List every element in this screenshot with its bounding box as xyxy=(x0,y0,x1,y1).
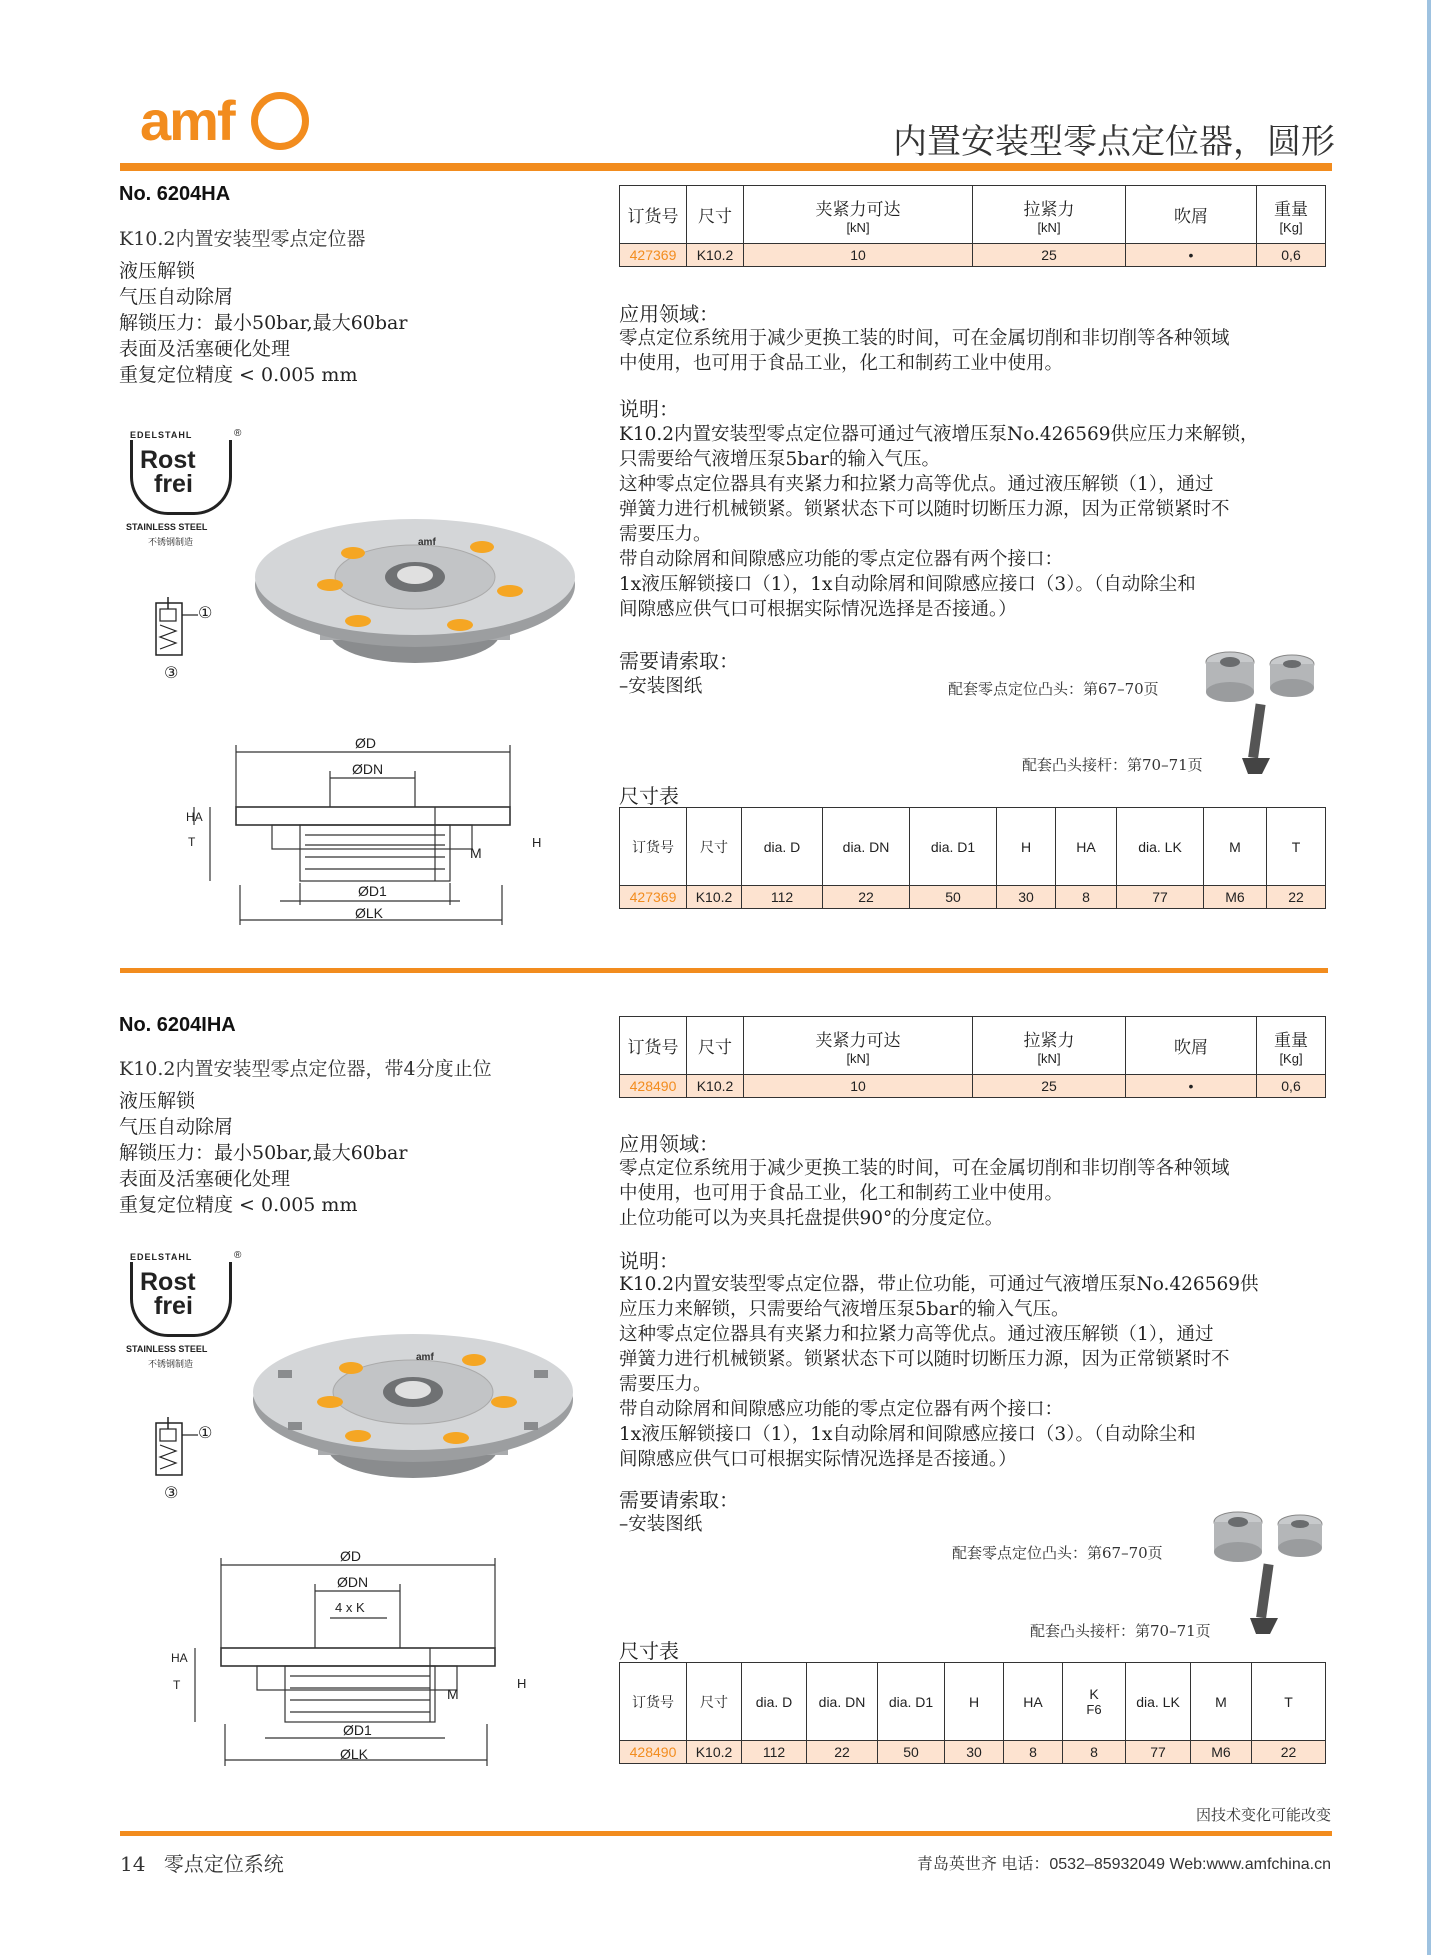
table-cell: 22 xyxy=(807,1741,878,1764)
table-cell: 77 xyxy=(1117,886,1204,909)
section-heading: 尺寸表 xyxy=(619,784,679,808)
dim-label-m: M xyxy=(470,845,482,861)
dim-label-k: 4 x K xyxy=(335,1600,365,1615)
badge-reg: ® xyxy=(234,1250,242,1261)
port-1-label: ① xyxy=(198,1425,213,1442)
description-text: K10.2内置安装型零点定位器，带止位功能，可通过气液增压泵No.426569供 应压力来解锁，只需要给气液增压泵5bar的输入气压。 这种零点定位器具有夹紧力和拉紧力高等优点。通过液压解锁（1），通过 弹簧力进行机械锁紧。锁紧状态下可以随时切断压力源，因为正常锁紧时不 需要压力。 带自动除屑和间隙感应功能的零点定位器有两个接口： 1x液压解锁接口（1），1x自动除屑和间隙感应接口（3）。（自动除尘和 间隙感应供气口可根据实际情况选择是否接通。） xyxy=(619,1274,1259,1470)
dim-label-dn: ØDN xyxy=(352,761,384,777)
feature-item: 解锁压力：最小50bar,最大60bar xyxy=(119,312,408,334)
table-cell: M6 xyxy=(1191,1741,1252,1764)
accessory-image xyxy=(1200,640,1330,780)
dim-label-dn: ØDN xyxy=(337,1574,369,1590)
dimension-table xyxy=(619,1662,1326,1764)
dim-header: M xyxy=(1191,1663,1252,1741)
footer-contact: 青岛英世齐 电话：0532–85932049 Web:www.amfchina.cn xyxy=(916,1856,1331,1873)
badge-word: Rost xyxy=(140,1268,196,1296)
badge-top-text: EDELSTAHL xyxy=(130,430,193,440)
accessory-image xyxy=(1208,1500,1338,1640)
feature-item: 解锁压力：最小50bar,最大60bar xyxy=(119,1142,408,1164)
dim-header: H xyxy=(945,1663,1004,1741)
clamping-stud-icon xyxy=(1208,1500,1338,1640)
dim-label-t: T xyxy=(188,835,196,849)
dim-header: dia. LK xyxy=(1117,808,1204,886)
table-cell: 22 xyxy=(1252,1741,1326,1764)
feature-item: 重复定位精度 < 0.005 mm xyxy=(119,364,358,386)
spec-header: 夹紧力可达 [kN] xyxy=(744,1017,973,1075)
table-cell: 30 xyxy=(945,1741,1004,1764)
table-cell: 0,6 xyxy=(1257,1075,1326,1098)
table-cell: 10 xyxy=(744,244,973,267)
badge-line: 不锈钢制造 xyxy=(148,537,194,547)
section-heading: 需要请索取： xyxy=(619,649,739,673)
feature-item: 表面及活塞硬化处理 xyxy=(119,1168,291,1190)
hydraulic-symbol xyxy=(152,1415,222,1507)
dim-header: M xyxy=(1204,808,1267,886)
badge-reg: ® xyxy=(234,428,242,439)
page-edge xyxy=(1427,0,1431,1955)
accessory-note: 配套凸头接杆：第70–71页 xyxy=(1022,756,1203,774)
accessory-note: 配套零点定位凸头：第67–70页 xyxy=(952,1544,1163,1562)
feature-item: 液压解锁 xyxy=(119,1090,196,1112)
technical-drawing xyxy=(180,735,560,935)
zero-point-clamp-image xyxy=(248,1330,578,1510)
spec-header: 尺寸 xyxy=(687,1017,744,1075)
accessory-note: 配套凸头接杆：第70–71页 xyxy=(1030,1622,1211,1640)
clamping-stud-icon xyxy=(1200,640,1330,780)
badge-top-text: EDELSTAHL xyxy=(130,1252,193,1262)
footer-page-info xyxy=(120,1848,284,1877)
spec-header: 吹屑 xyxy=(1126,186,1257,244)
product-photo xyxy=(250,515,580,695)
dim-label-lk: ØLK xyxy=(355,905,384,921)
table-cell: 22 xyxy=(1267,886,1326,909)
rostfrei-badge xyxy=(122,1252,242,1376)
feature-item: 气压自动除屑 xyxy=(119,286,234,308)
hydraulic-symbol xyxy=(152,595,222,687)
dim-header: dia. D1 xyxy=(878,1663,945,1741)
port-1-label: ① xyxy=(198,605,213,622)
dim-header: K F6 xyxy=(1063,1663,1126,1741)
dim-header: T xyxy=(1267,808,1326,886)
spec-header: 重量 [Kg] xyxy=(1257,1017,1326,1075)
spec-header: 夹紧力可达 [kN] xyxy=(744,186,973,244)
feature-list xyxy=(119,1088,407,1218)
product-subtitle: K10.2内置安装型零点定位器 xyxy=(119,228,366,250)
footer-note: 因技术变化可能改变 xyxy=(1195,1806,1331,1824)
feature-item: 重复定位精度 < 0.005 mm xyxy=(119,1194,358,1216)
page-number: 14 xyxy=(120,1852,146,1876)
dim-label-ha: HA xyxy=(171,1651,188,1665)
dim-label-d1: ØD1 xyxy=(358,883,387,899)
feature-item: 表面及活塞硬化处理 xyxy=(119,338,291,360)
badge-line: STAINLESS STEEL xyxy=(126,522,208,532)
dim-header: 尺寸 xyxy=(687,1663,742,1741)
order-number-link[interactable]: 428490 xyxy=(620,1075,687,1098)
table-cell: 112 xyxy=(742,1741,807,1764)
dim-header: dia. DN xyxy=(807,1663,878,1741)
badge-word: frei xyxy=(154,470,193,498)
order-number-link[interactable]: 428490 xyxy=(620,1741,687,1764)
dim-header: HA xyxy=(1056,808,1117,886)
table-cell: • xyxy=(1126,244,1257,267)
dim-label-d: ØD xyxy=(355,735,376,751)
table-row xyxy=(620,244,1326,267)
dim-header: H xyxy=(997,808,1056,886)
dim-header: dia. D xyxy=(742,1663,807,1741)
section-heading: 需要请索取： xyxy=(619,1488,739,1512)
badge-line: STAINLESS STEEL xyxy=(126,1344,208,1354)
spec-header: 拉紧力 [kN] xyxy=(973,1017,1126,1075)
dim-label-d1: ØD1 xyxy=(343,1722,372,1738)
spec-header: 尺寸 xyxy=(687,186,744,244)
section-heading: 应用领域： xyxy=(619,1132,719,1156)
table-cell: 8 xyxy=(1004,1741,1063,1764)
order-number-link[interactable]: 427369 xyxy=(620,244,687,267)
table-cell: 50 xyxy=(878,1741,945,1764)
table-cell: 8 xyxy=(1056,886,1117,909)
section-divider xyxy=(120,968,1328,973)
section-heading: 说明： xyxy=(619,1249,679,1273)
description-text: K10.2内置安装型零点定位器可通过气液增压泵No.426569供应压力来解锁， 只需要给气液增压泵5bar的输入气压。 这种零点定位器具有夹紧力和拉紧力高等优点。通过液压解锁（1），通过 弹簧力进行机械锁紧。锁紧状态下可以随时切断压力源，因为正常锁紧时不 需要压力。 带自动除屑和间隙感应功能的零点定位器有两个接口： 1x液压解锁接口（1），1x自动除屑和间隙感应接口（3）。（自动除尘和 间隙感应供气口可根据实际情况选择是否接通。） xyxy=(619,424,1259,620)
request-item: –安装图纸 xyxy=(619,1514,703,1535)
spec-header: 吹屑 xyxy=(1126,1017,1257,1075)
section-name: 零点定位系统 xyxy=(163,1852,284,1876)
dim-header: dia. DN xyxy=(823,808,910,886)
dim-header: dia. LK xyxy=(1126,1663,1191,1741)
dimension-table xyxy=(619,807,1326,909)
dim-header: HA xyxy=(1004,1663,1063,1741)
dim-label-m: M xyxy=(447,1686,459,1702)
table-cell: 50 xyxy=(910,886,997,909)
table-cell: 0,6 xyxy=(1257,244,1326,267)
feature-list xyxy=(119,258,407,388)
technical-drawing xyxy=(165,1548,545,1773)
badge-word: frei xyxy=(154,1292,193,1320)
dim-header: 订货号 xyxy=(620,1663,687,1741)
table-cell: 10 xyxy=(744,1075,973,1098)
table-cell: 77 xyxy=(1126,1741,1191,1764)
spec-header: 重量 [Kg] xyxy=(1257,186,1326,244)
table-cell: • xyxy=(1126,1075,1257,1098)
badge-line: 不锈钢制造 xyxy=(148,1359,194,1369)
photo-brand: amf xyxy=(416,1352,434,1363)
product-number: No. 6204HA xyxy=(119,183,231,205)
feature-item: 气压自动除屑 xyxy=(119,1116,234,1138)
table-row xyxy=(620,1075,1326,1098)
accessory-note: 配套零点定位凸头：第67–70页 xyxy=(948,680,1159,698)
page-title: 内置安装型零点定位器，圆形 xyxy=(893,122,1335,162)
amf-logo: amf xyxy=(140,88,309,154)
port-3-label: ③ xyxy=(164,1485,179,1502)
table-cell: 30 xyxy=(997,886,1056,909)
dim-label-h: H xyxy=(517,1676,527,1691)
table-cell: 112 xyxy=(742,886,823,909)
port-3-label: ③ xyxy=(164,665,179,682)
table-cell: K10.2 xyxy=(687,886,742,909)
dim-header: 订货号 xyxy=(620,808,687,886)
table-cell: 25 xyxy=(973,1075,1126,1098)
section-heading: 说明： xyxy=(619,397,679,421)
spec-header: 拉紧力 [kN] xyxy=(973,186,1126,244)
badge-word: Rost xyxy=(140,446,196,474)
dim-label-d: ØD xyxy=(340,1548,361,1564)
feature-item: 液压解锁 xyxy=(119,260,196,282)
table-cell: M6 xyxy=(1204,886,1267,909)
header-rule xyxy=(120,163,1332,171)
product-number: No. 6204IHA xyxy=(119,1014,236,1036)
product-subtitle: K10.2内置安装型零点定位器，带4分度止位 xyxy=(119,1058,492,1080)
rostfrei-badge xyxy=(122,430,242,554)
dim-label-h: H xyxy=(532,835,542,850)
zero-point-clamp-image xyxy=(250,515,580,695)
dim-label-t: T xyxy=(173,1678,181,1692)
table-cell: 22 xyxy=(823,886,910,909)
table-cell: K10.2 xyxy=(687,1075,744,1098)
section-heading: 尺寸表 xyxy=(619,1639,679,1663)
product-photo xyxy=(248,1330,578,1510)
spec-header: 订货号 xyxy=(620,186,687,244)
dim-header: T xyxy=(1252,1663,1326,1741)
request-item: –安装图纸 xyxy=(619,676,703,697)
spec-table xyxy=(619,1016,1326,1098)
dim-header: 尺寸 xyxy=(687,808,742,886)
application-text: 零点定位系统用于减少更换工装的时间，可在金属切削和非切削等各种领域 中使用，也可用于食品工业，化工和制药工业中使用。 xyxy=(619,328,1230,374)
photo-brand: amf xyxy=(418,537,436,548)
spec-header: 订货号 xyxy=(620,1017,687,1075)
spec-table xyxy=(619,185,1326,267)
table-cell: 25 xyxy=(973,244,1126,267)
application-text: 零点定位系统用于减少更换工装的时间，可在金属切削和非切削等各种领域 中使用，也可用于食品工业，化工和制药工业中使用。 止位功能可以为夹具托盘提供90°的分度定位。 xyxy=(619,1158,1230,1229)
table-cell: 8 xyxy=(1063,1741,1126,1764)
dim-label-ha: HA xyxy=(186,810,203,824)
table-cell: K10.2 xyxy=(687,1741,742,1764)
table-row xyxy=(620,886,1326,909)
dim-header: dia. D1 xyxy=(910,808,997,886)
order-number-link[interactable]: 427369 xyxy=(620,886,687,909)
table-row xyxy=(620,1741,1326,1764)
footer-rule xyxy=(120,1831,1332,1836)
dim-label-lk: ØLK xyxy=(340,1746,369,1762)
table-cell: K10.2 xyxy=(687,244,744,267)
section-heading: 应用领域： xyxy=(619,302,719,326)
dim-header: dia. D xyxy=(742,808,823,886)
